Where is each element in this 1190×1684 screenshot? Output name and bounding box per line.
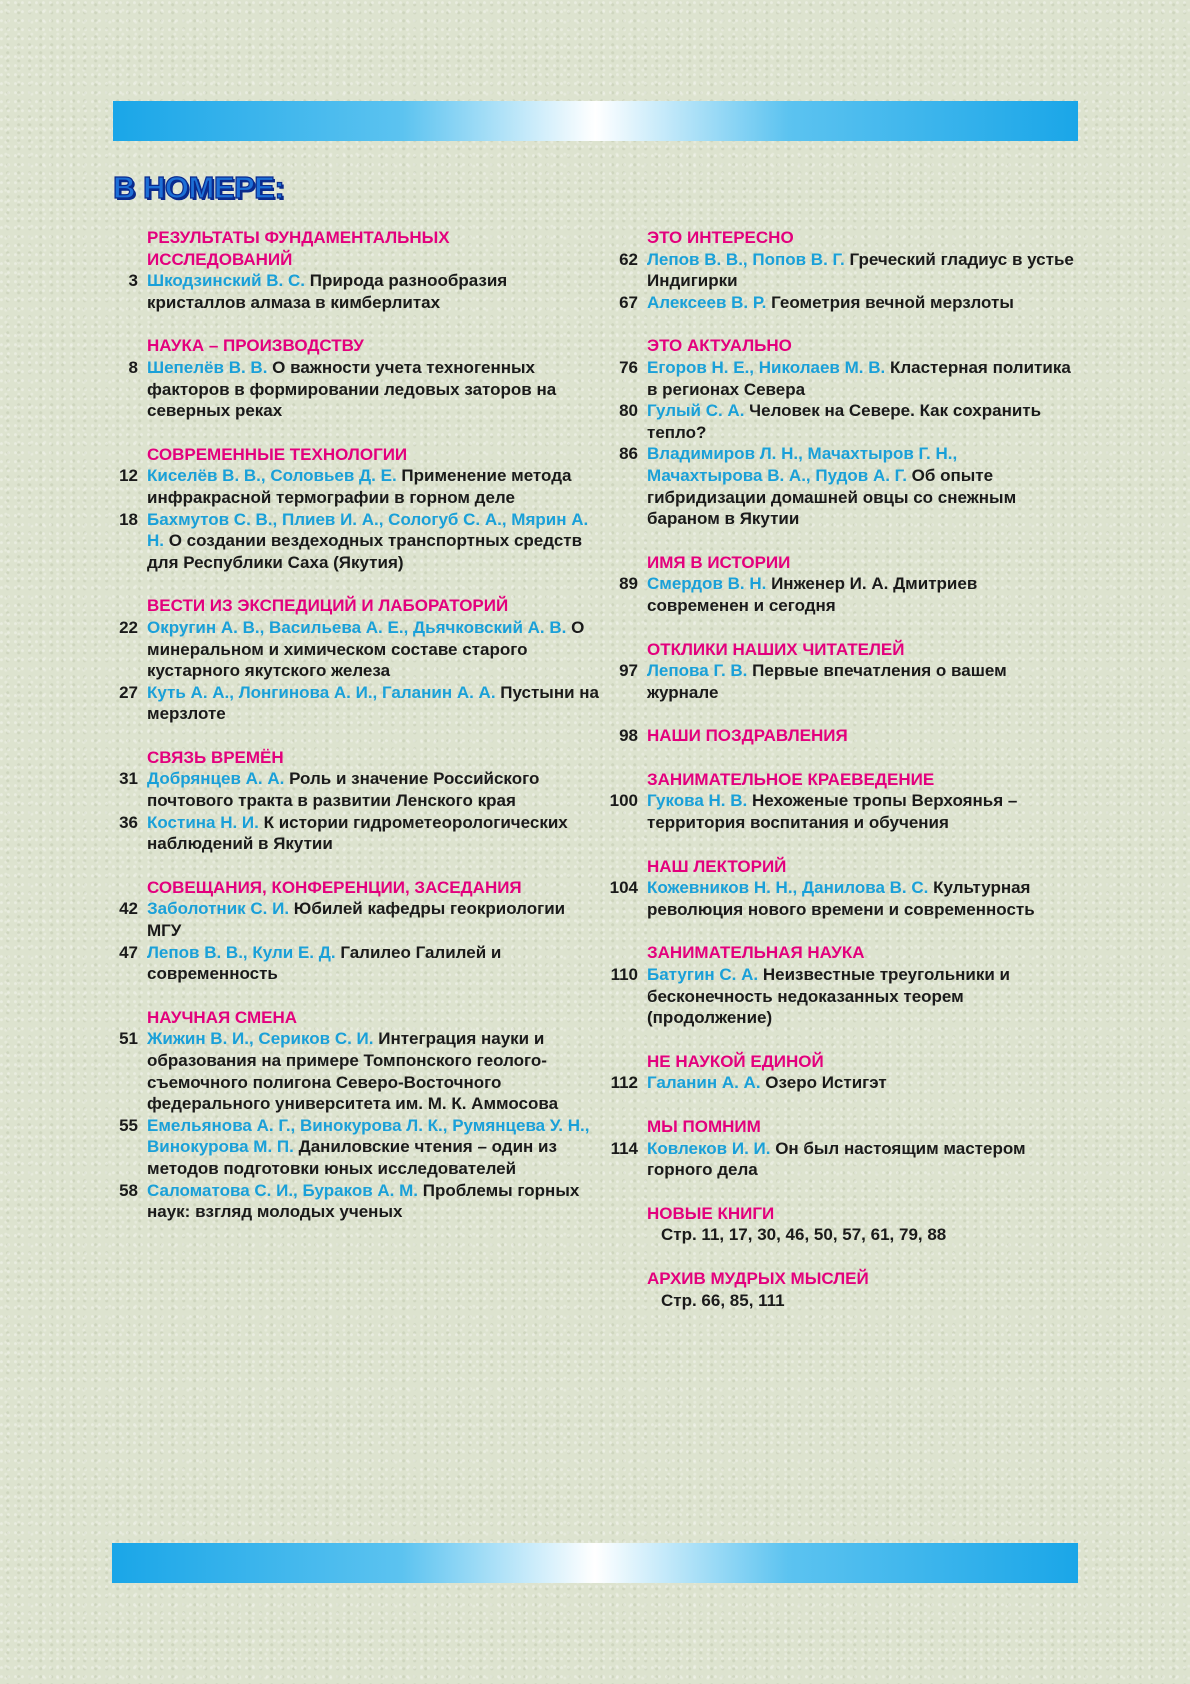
article-text bbox=[647, 790, 1074, 833]
article-authors: Бахмутов С. В., Плиев И. А., Сологуб С. А., Мярин А. Н. bbox=[147, 509, 589, 551]
section-title bbox=[647, 1116, 1074, 1138]
contents-section bbox=[100, 335, 600, 421]
article-authors: Гулый С. А. bbox=[647, 401, 745, 421]
article-title: Об опыте гибридизации домашней овцы со снежным бараном в Якутии bbox=[647, 465, 1017, 529]
page-number: 31 bbox=[119, 769, 138, 789]
section-title bbox=[647, 552, 1074, 574]
article-entry bbox=[100, 617, 600, 682]
article-title: Нехоженые тропы Верхоянья – территория воспитания и обучения bbox=[647, 791, 1018, 833]
article-authors: Гукова Н. В. bbox=[647, 791, 748, 811]
page-number: 76 bbox=[619, 357, 638, 377]
contents-section bbox=[594, 227, 1074, 313]
contents-section bbox=[100, 877, 600, 985]
article-text bbox=[647, 443, 1074, 529]
article-entry bbox=[100, 942, 600, 985]
article-authors: Лепов В. В., Кули Е. Д. bbox=[147, 942, 336, 962]
contents-section bbox=[100, 1007, 600, 1223]
section-title-line: ИМЯ В ИСТОРИИ bbox=[647, 552, 791, 572]
article-authors: Владимиров Л. Н., Мачахтыров Г. Н., Мачахтырова В. А., Пудов А. Г. bbox=[647, 444, 958, 485]
article-text bbox=[647, 964, 1074, 1029]
section-title-line: СОВЕЩАНИЯ, КОНФЕРЕНЦИИ, ЗАСЕДАНИЯ bbox=[147, 877, 522, 897]
contents-section bbox=[594, 1268, 1074, 1311]
article-entry bbox=[100, 1180, 600, 1223]
article-text bbox=[647, 660, 1074, 703]
article-title: Греческий гладиус в устье Индигирки bbox=[647, 249, 1074, 291]
article-authors: Округин А. В., Васильева А. Е., Дьячковский А. В. bbox=[147, 617, 567, 637]
article-entry bbox=[594, 660, 1074, 703]
article-text bbox=[647, 249, 1074, 292]
article-entry bbox=[100, 357, 600, 422]
contents-section bbox=[594, 769, 1074, 834]
article-text bbox=[647, 877, 1074, 920]
article-text bbox=[147, 617, 600, 682]
article-entry bbox=[594, 1072, 1074, 1094]
article-entry bbox=[594, 877, 1074, 920]
article-entry bbox=[100, 509, 600, 574]
section-title bbox=[647, 769, 1074, 791]
contents-section bbox=[594, 725, 1074, 747]
page-list: Стр. 11, 17, 30, 46, 50, 57, 61, 79, 88 bbox=[661, 1225, 947, 1245]
article-authors: Егоров Н. Е., Николаев М. В. bbox=[647, 357, 886, 377]
article-text bbox=[647, 573, 1074, 616]
contents-section bbox=[594, 335, 1074, 529]
article-authors: Шкодзинский В. С. bbox=[147, 271, 306, 291]
article-authors: Саломатова С. И., Бураков А. М. bbox=[147, 1180, 418, 1200]
article-text bbox=[647, 357, 1074, 400]
article-text bbox=[147, 1115, 600, 1180]
page-number: 89 bbox=[619, 574, 638, 594]
article-authors: Лепова Г. В. bbox=[647, 661, 748, 681]
article-entry bbox=[100, 465, 600, 508]
page-heading: В НОМЕРЕ: bbox=[113, 170, 285, 205]
article-entry bbox=[100, 768, 600, 811]
contents-section bbox=[594, 552, 1074, 617]
article-authors: Емельянова А. Г., Винокурова Л. К., Румянцева У. Н., Винокурова М. П. bbox=[147, 1115, 590, 1157]
article-authors: Шепелёв В. В. bbox=[147, 357, 268, 377]
page-number: 12 bbox=[119, 466, 138, 486]
article-authors: Заболотник С. И. bbox=[147, 899, 290, 919]
page-number: 67 bbox=[619, 292, 638, 312]
section-title-line: НАУКА – ПРОИЗВОДСТВУ bbox=[147, 336, 364, 356]
section-title bbox=[647, 335, 1074, 357]
page-number: 100 bbox=[609, 791, 638, 811]
article-authors: Лепов В. В., Попов В. Г. bbox=[647, 249, 845, 269]
article-authors: Костина Н. И. bbox=[147, 812, 259, 832]
contents-section bbox=[594, 856, 1074, 921]
article-title: Роль и значение Российского почтового тракта в развитии Ленского края bbox=[147, 769, 540, 811]
section-title bbox=[647, 1051, 1074, 1073]
page-number: 114 bbox=[610, 1138, 638, 1158]
article-text bbox=[147, 1028, 600, 1114]
page-number: 18 bbox=[119, 509, 138, 529]
section-title bbox=[647, 227, 1074, 249]
article-entry bbox=[100, 898, 600, 941]
article-entry bbox=[100, 1115, 600, 1180]
contents-section bbox=[594, 639, 1074, 704]
article-title: Культурная революция нового времени и современность bbox=[647, 878, 1035, 919]
section-title-line: АРХИВ МУДРЫХ МЫСЛЕЙ bbox=[647, 1268, 869, 1288]
page-number: 98 bbox=[619, 726, 638, 746]
article-title: Кластерная политика в регионах Севера bbox=[647, 357, 1071, 399]
section-title-line: ИССЛЕДОВАНИЙ bbox=[147, 249, 293, 269]
article-authors: Батугин С. А. bbox=[647, 965, 759, 985]
section-title-line: НЕ НАУКОЙ ЕДИНОЙ bbox=[647, 1051, 824, 1071]
section-title-line: НАШИ ПОЗДРАВЛЕНИЯ bbox=[647, 726, 848, 746]
article-entry bbox=[100, 1028, 600, 1114]
section-title-line: ОТКЛИКИ НАШИХ ЧИТАТЕЛЕЙ bbox=[647, 639, 905, 659]
article-title: Первые впечатления о вашем журнале bbox=[647, 661, 1007, 702]
article-entry bbox=[594, 790, 1074, 833]
contents-section bbox=[594, 1051, 1074, 1094]
article-text bbox=[147, 768, 600, 811]
article-entry bbox=[100, 270, 600, 313]
contents-section bbox=[100, 227, 600, 313]
article-authors: Кожевников Н. Н., Данилова В. С. bbox=[647, 878, 929, 898]
page-number: 62 bbox=[619, 249, 638, 269]
article-entry bbox=[594, 443, 1074, 529]
page-number: 110 bbox=[610, 965, 638, 985]
section-title bbox=[147, 1007, 600, 1029]
article-entry bbox=[100, 682, 600, 725]
article-title: Неизвестные треугольники и бесконечность недоказанных теорем (продолжение) bbox=[647, 965, 1011, 1028]
article-title: Применение метода инфракрасной термографии в горном деле bbox=[147, 466, 572, 507]
article-text bbox=[647, 292, 1074, 314]
section-title-line: ЭТО ИНТЕРЕСНО bbox=[647, 228, 794, 247]
article-authors: Добрянцев А. А. bbox=[147, 769, 285, 789]
page-number: 58 bbox=[119, 1180, 138, 1200]
contents-left-column bbox=[100, 227, 600, 1245]
section-title-line: НОВЫЕ КНИГИ bbox=[647, 1203, 775, 1223]
section-title bbox=[647, 639, 1074, 661]
article-entry bbox=[594, 964, 1074, 1029]
article-title: Даниловские чтения – один из методов подготовки юных исследователей bbox=[147, 1137, 557, 1178]
article-title: О создании вездеходных транспортных средств для Республики Саха (Якутия) bbox=[147, 531, 583, 572]
article-title: Интеграция науки и образования на примере Томпонского геолого-съемочного полигона Северо-Восточного федерального университета им. М. К. Аммосова bbox=[147, 1029, 559, 1114]
article-entry bbox=[594, 1138, 1074, 1181]
section-title bbox=[147, 444, 600, 466]
article-text bbox=[647, 1138, 1074, 1181]
contents-right-column bbox=[594, 227, 1074, 1333]
page-number: 55 bbox=[119, 1115, 138, 1135]
page-number: 80 bbox=[619, 401, 638, 421]
contents-section bbox=[594, 1116, 1074, 1181]
section-title bbox=[647, 1268, 1074, 1290]
contents-section bbox=[100, 747, 600, 855]
article-authors: Смердов В. Н. bbox=[647, 574, 767, 594]
article-title: Геометрия вечной мерзлоты bbox=[771, 292, 1014, 312]
article-text bbox=[147, 898, 600, 941]
section-title bbox=[647, 856, 1074, 878]
article-title: Пустыни на мерзлоте bbox=[147, 682, 599, 724]
contents-section bbox=[594, 942, 1074, 1028]
page-number: 97 bbox=[619, 661, 638, 681]
article-title: Природа разнообразия кристаллов алмаза в кимберлитах bbox=[147, 271, 508, 312]
section-heading-entry bbox=[594, 725, 1074, 747]
section-title-line: ВЕСТИ ИЗ ЭКСПЕДИЦИЙ И ЛАБОРАТОРИЙ bbox=[147, 596, 509, 616]
article-entry bbox=[594, 292, 1074, 314]
contents-section bbox=[100, 595, 600, 725]
article-title: Юбилей кафедры геокриологии МГУ bbox=[147, 899, 566, 941]
page-number: 8 bbox=[128, 357, 138, 377]
article-text bbox=[647, 1072, 1074, 1094]
section-title bbox=[647, 942, 1074, 964]
article-entry bbox=[594, 573, 1074, 616]
section-title-line: ЗАНИМАТЕЛЬНОЕ КРАЕВЕДЕНИЕ bbox=[647, 769, 935, 789]
page-number: 42 bbox=[119, 899, 138, 919]
article-text bbox=[147, 1180, 600, 1223]
section-title-line: ЗАНИМАТЕЛЬНАЯ НАУКА bbox=[647, 943, 865, 963]
article-authors: Жижин В. И., Сериков С. И. bbox=[147, 1029, 374, 1049]
page-number: 22 bbox=[119, 617, 138, 637]
section-title bbox=[147, 335, 600, 357]
page-number: 47 bbox=[119, 942, 138, 962]
article-entry bbox=[594, 249, 1074, 292]
page-list: Стр. 66, 85, 111 bbox=[661, 1290, 785, 1310]
article-title: Он был настоящим мастером горного дела bbox=[647, 1138, 1026, 1180]
article-text bbox=[147, 942, 600, 985]
article-authors: Ковлеков И. И. bbox=[647, 1138, 771, 1158]
section-title-line: НАУЧНАЯ СМЕНА bbox=[147, 1007, 298, 1027]
article-title: О минеральном и химическом составе старого кустарного якутского железа bbox=[147, 617, 585, 681]
section-title bbox=[647, 725, 1074, 747]
article-authors: Алексеев В. Р. bbox=[647, 292, 767, 312]
page-number: 51 bbox=[119, 1029, 138, 1049]
section-title bbox=[147, 747, 600, 769]
article-title: Человек на Севере. Как сохранить тепло? bbox=[647, 401, 1042, 442]
section-title-line: НАШ ЛЕКТОРИЙ bbox=[647, 856, 787, 876]
page-number: 86 bbox=[619, 444, 638, 464]
page-number: 36 bbox=[119, 812, 138, 832]
section-title bbox=[147, 227, 600, 270]
article-title: Инженер И. А. Дмитриев современен и сегодня bbox=[647, 574, 978, 615]
page-number: 104 bbox=[609, 878, 638, 898]
article-text bbox=[647, 400, 1074, 443]
article-title: К истории гидрометеорологических наблюдений в Якутии bbox=[147, 812, 568, 854]
section-title bbox=[647, 1203, 1074, 1225]
article-entry bbox=[100, 812, 600, 855]
section-title-line: СВЯЗЬ ВРЕМЁН bbox=[147, 747, 284, 767]
article-text bbox=[147, 509, 600, 574]
article-title: Озеро Истигэт bbox=[765, 1073, 887, 1093]
section-title-line: РЕЗУЛЬТАТЫ ФУНДАМЕНТАЛЬНЫХ bbox=[147, 228, 450, 247]
top-decorative-band bbox=[113, 101, 1078, 141]
article-title: Проблемы горных наук: взгляд молодых ученых bbox=[147, 1180, 580, 1222]
article-text bbox=[147, 465, 600, 508]
section-title-line: ЭТО АКТУАЛЬНО bbox=[647, 336, 792, 356]
section-title bbox=[147, 595, 600, 617]
contents-section bbox=[594, 1203, 1074, 1246]
article-title: О важности учета техногенных факторов в формировании ледовых заторов на северных реках bbox=[147, 357, 557, 421]
article-text bbox=[147, 270, 600, 313]
article-authors: Куть А. А., Лонгинова А. И., Галанин А. А. bbox=[147, 682, 496, 702]
page-number: 3 bbox=[128, 271, 138, 291]
article-entry bbox=[594, 400, 1074, 443]
article-text bbox=[147, 682, 600, 725]
section-title-line: СОВРЕМЕННЫЕ ТЕХНОЛОГИИ bbox=[147, 444, 408, 464]
article-entry bbox=[594, 357, 1074, 400]
article-title: Галилео Галилей и современность bbox=[147, 942, 502, 984]
article-authors: Киселёв В. В., Соловьев Д. Е. bbox=[147, 466, 397, 486]
article-authors: Галанин А. А. bbox=[647, 1073, 761, 1093]
article-text bbox=[147, 812, 600, 855]
contents-section bbox=[100, 444, 600, 574]
page-number: 27 bbox=[119, 682, 138, 702]
article-text bbox=[147, 357, 600, 422]
section-title bbox=[147, 877, 600, 899]
section-title-line: МЫ ПОМНИМ bbox=[647, 1117, 761, 1136]
page-number: 112 bbox=[610, 1073, 638, 1093]
bottom-decorative-band bbox=[112, 1543, 1078, 1583]
